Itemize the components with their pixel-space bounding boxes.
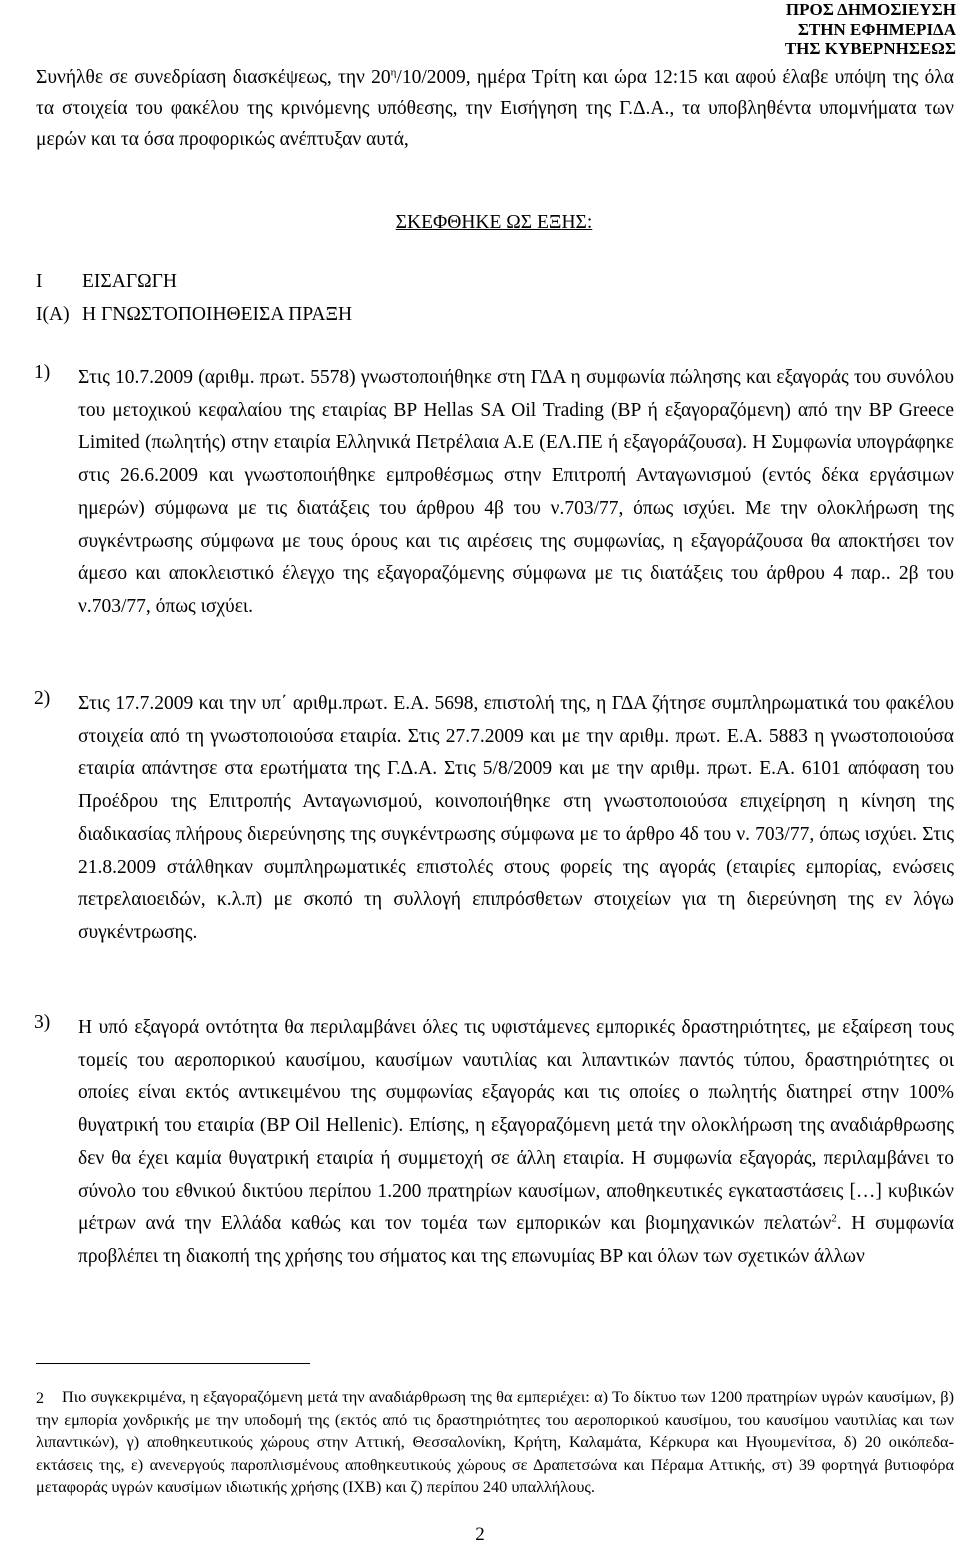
item-paragraph-1: Στις 10.7.2009 (αριθμ. πρωτ. 5578) γνωστοποιήθηκε στη ΓΔΑ η συμφωνία πώλησης και εξαγοράς του συνόλου του μετοχικού κεφαλαίου της εταιρίας BP Hellas SA Oil Trading (BP ή εξαγοραζόμενη) από την BP Greece Limited (πωλητής) στην εταιρία Ελληνικά Πετρέλαια Α.Ε (ΕΛ.ΠΕ ή εξαγοράζουσα). Η Συμφωνία υπογράφηκε στις 26.6.2009 και γνωστοποιήθηκε εμπροθέσμως στην Επιτροπή Ανταγωνισμού (εντός δέκα εργάσιμων ημερών) σύμφωνα με τις διατάξεις του άρθρου 4β του ν.703/77, όπως ισχύει. Με την ολοκλήρωση της συγκέντρωσης σύμφωνα με τους όρους και τις αιρέσεις της συμφωνίας, η εξαγοράζουσα θα αποκτήσει τον άμεσο και αποκλειστικό έλεγχο της εξαγοραζόμενης σύμφωνα με τις διατάξεις του άρθρου 4 παρ.. 2β του ν.703/77, όπως ισχύει.: [78, 367, 954, 617]
item-number-1: 1): [34, 362, 51, 383]
item-paragraph-3: [78, 1012, 954, 1274]
header-line-2: ΣΤΗΝ ΕΦΗΜΕΡΙΔΑ: [797, 19, 956, 39]
intro-text-rest: /10/2009, ημέρα Τρίτη και ώρα 12:15 και αφού έλαβε υπόψη της όλα τα στοιχεία του φακέλου της κρινόμενης υπόθεσης, την Εισήγηση της Γ.Δ.Α., τα υποβληθέντα υπομνήματα των μερών και τα όσα προφορικώς ανέπτυξαν αυτά,: [36, 67, 954, 150]
intro-superscript: η: [390, 66, 397, 79]
page-number: 2: [475, 1524, 485, 1545]
item-paragraph-2: Στις 17.7.2009 και την υπ΄ αριθμ.πρωτ. Ε.Α. 5698, επιστολή της, η ΓΔΑ ζήτησε συμπληρωματικά του φακέλου στοιχεία από τη γνωστοποιούσα εταιρία. Στις 27.7.2009 και με την αριθμ. πρωτ. Ε.Α. 5883 η γνωστοποιούσα εταιρία απάντησε στα ερωτήματα της Γ.Δ.Α. Στις 5/8/2009 και με την αριθμ. πρωτ. Ε.Α. 6101 απόφαση του Προέδρου της Επιτροπής Ανταγωνισμού, κοινοποιήθηκε στη γνωστοποιούσα επιχείρηση η κίνηση της διαδικασίας πλήρους διερεύνησης της συγκέντρωσης σύμφωνα με το άρθρο 4δ του ν. 703/77, όπως ισχύει. Στις 21.8.2009 στάλθηκαν συμπληρωματικές επιστολές στους φορείς της αγοράς (εταιρίες εμπορίας, ενώσεις πετρελαιοειδών, κ.λ.π) με σκοπό τη συλλογή επιπρόσθετων στοιχείων για τη διερεύνηση της εν λόγω συγκέντρωσης.: [78, 693, 954, 943]
section-label-act: Ι(Α): [36, 304, 70, 325]
section-label-intro: Ι: [36, 271, 43, 292]
item-3-text-rest: . Η συμφωνία προβλέπει τη διακοπή της χρήσης του σήματος και της επωνυμίας BP και όλων των σχετικών άλλων: [78, 1213, 954, 1267]
footnote-reference: 2: [831, 1212, 837, 1225]
intro-paragraph: [36, 62, 954, 155]
header-line-3: ΤΗΣ ΚΥΒΕΡΝΗΣΕΩΣ: [784, 39, 956, 58]
footnote-divider: [36, 1363, 310, 1364]
footnote-text: Πιο συγκεκριμένα, η εξαγοραζόμενη μετά την αναδιάρθρωση της θα εμπεριέχει: α) Το δίκτυο των 1200 πρατηρίων υγρών καυσίμων, β) την εμπορία χονδρικής με την υποδομή της (εκτός από τις δραστηριότητες του αεροπορικού καυσίμου, του καυσίμου ναυτιλίας και των λιπαντικών), γ) αποθηκευτικούς χώρους στην Αττική, Θεσσαλονίκη, Κρήτη, Καλαμάτα, Κέρκυρα και Ηγουμενίτσα, δ) 20 οικόπεδα-εκτάσεις της, ε) ανενεργούς παροπλισμένους αποθηκευτικούς χώρους σε Δραπετσώνα και Πέραμα Αττικής, στ) 39 φορτηγά βυτιοφόρα μεταφοράς υγρών καυσίμων ιδιωτικής χρήσης (ΙΧΒ) και ζ) περίπου 240 υπαλλήλους.: [36, 1387, 954, 1497]
intro-text-start: Συνήλθε σε συνεδρίαση διασκέψεως, την 20: [36, 67, 391, 88]
item-3-text-start: Η υπό εξαγορά οντότητα θα περιλαμβάνει όλες τις υφιστάμενες εμπορικές δραστηριότητες, με εξαίρεση τους τομείς του αεροπορικού καυσίμου, καυσίμων ναυτιλίας και λιπαντικών παντός τύπου, δραστηριότητες οι οποίες είναι εκτός αντικειμένου της συμφωνίας εξαγοράς και τις οποίες ο πωλητής διατηρεί στην 100% θυγατρική του εταιρία (BP Oil Hellenic). Επίσης, η εξαγοραζόμενη μετά την ολοκλήρωση της αναδιάρθρωσης δεν θα έχει καμία θυγατρική εταιρία ή συμμετοχή σε άλλη εταιρία. Η συμφωνία εξαγοράς, περιλαμβάνει το σύνολο του εθνικού δικτύου περίπου 1.200 πρατηρίων καυσίμων, αποθηκευτικές εγκαταστάσεις […] κυβικών μέτρων ανά την Ελλάδα καθώς και τον τομέα των εμπορικών και βιομηχανικών πελατών: [78, 1017, 954, 1235]
deliberation-heading: ΣΚΕΦΘΗΚΕ ΩΣ ΕΞΗΣ:: [395, 212, 593, 233]
item-number-3: 3): [34, 1012, 51, 1033]
section-title-act: Η ΓΝΩΣΤΟΠΟΙΗΘΕΙΣΑ ΠΡΑΞΗ: [82, 304, 353, 325]
section-title-intro: ΕΙΣΑΓΩΓΗ: [82, 271, 177, 292]
header-line-1: ΠΡΟΣ ΔΗΜΟΣΙΕΥΣΗ: [785, 0, 956, 19]
publication-header: [785, 0, 956, 59]
footnote-number: 2: [36, 1390, 44, 1407]
item-number-2: 2): [34, 688, 51, 709]
